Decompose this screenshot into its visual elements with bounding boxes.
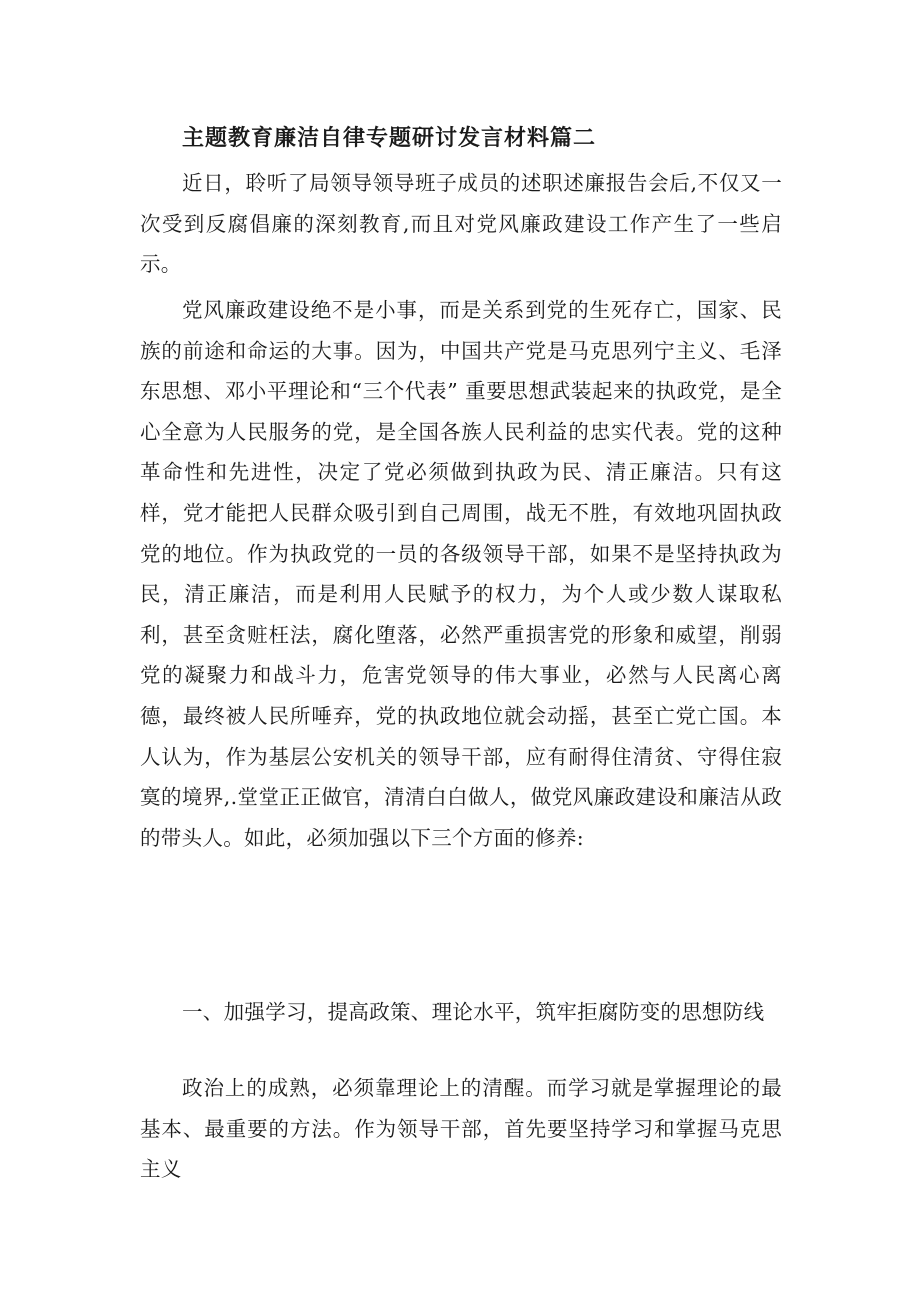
paragraph-study: 政治上的成熟，必须靠理论上的清醒。而学习就是掌握理论的最基本、最重要的方法。作为领导干部，首先要坚持学习和掌握马克思主义 xyxy=(140,1076,782,1182)
paragraph-party-conduct: 党风廉政建设绝不是小事，而是关系到党的生死存亡，国家、民族的前途和命运的大事。因为，中国共产党是马克思列宁主义、毛泽东思想、邓小平理论和“三个代表” 重要思想武装起来的执政党，是全心全意为人民服务的党，是全国各族人民利益的忠实代表。党的这种革命性和先进性，决定了党必须做到执政为民、清正廉洁。只有这样，党才能把人民群众吸引到自己周围，战无不胜，有效地巩固执政党的地位。作为执政党的一员的各级领导干部，如果不是坚持执政为民，清正廉洁，而是利用人民赋予的权力，为个人或少数人谋取私利，甚至贪赃枉法，腐化堕落，必然严重损害党的形象和威望，削弱党的凝聚力和战斗力，危害党领导的伟大事业，必然与人民离心离德，最终被人民所唾弃，党的执政地位就会动摇，甚至亡党亡国。本人认为，作为基层公安机关的领导干部，应有耐得住清贫、守得住寂寞的境界,.堂堂正正做官，清清白白做人，做党风廉政建设和廉洁从政的带头人。如此，必须加强以下三个方面的修养: xyxy=(140,298,782,850)
document-title: 主题教育廉洁自律专题研讨发言材料篇二 xyxy=(182,125,597,151)
section-heading-1: 一、加强学习，提高政策、理论水平，筑牢拒腐防变的思想防线 xyxy=(182,1000,765,1024)
paragraph-intro: 近日，聆听了局领导领导班子成员的述职述廉报告会后,不仅又一次受到反腐倡廉的深刻教育,而且对党风廉政建设工作产生了一些启示。 xyxy=(140,171,782,277)
